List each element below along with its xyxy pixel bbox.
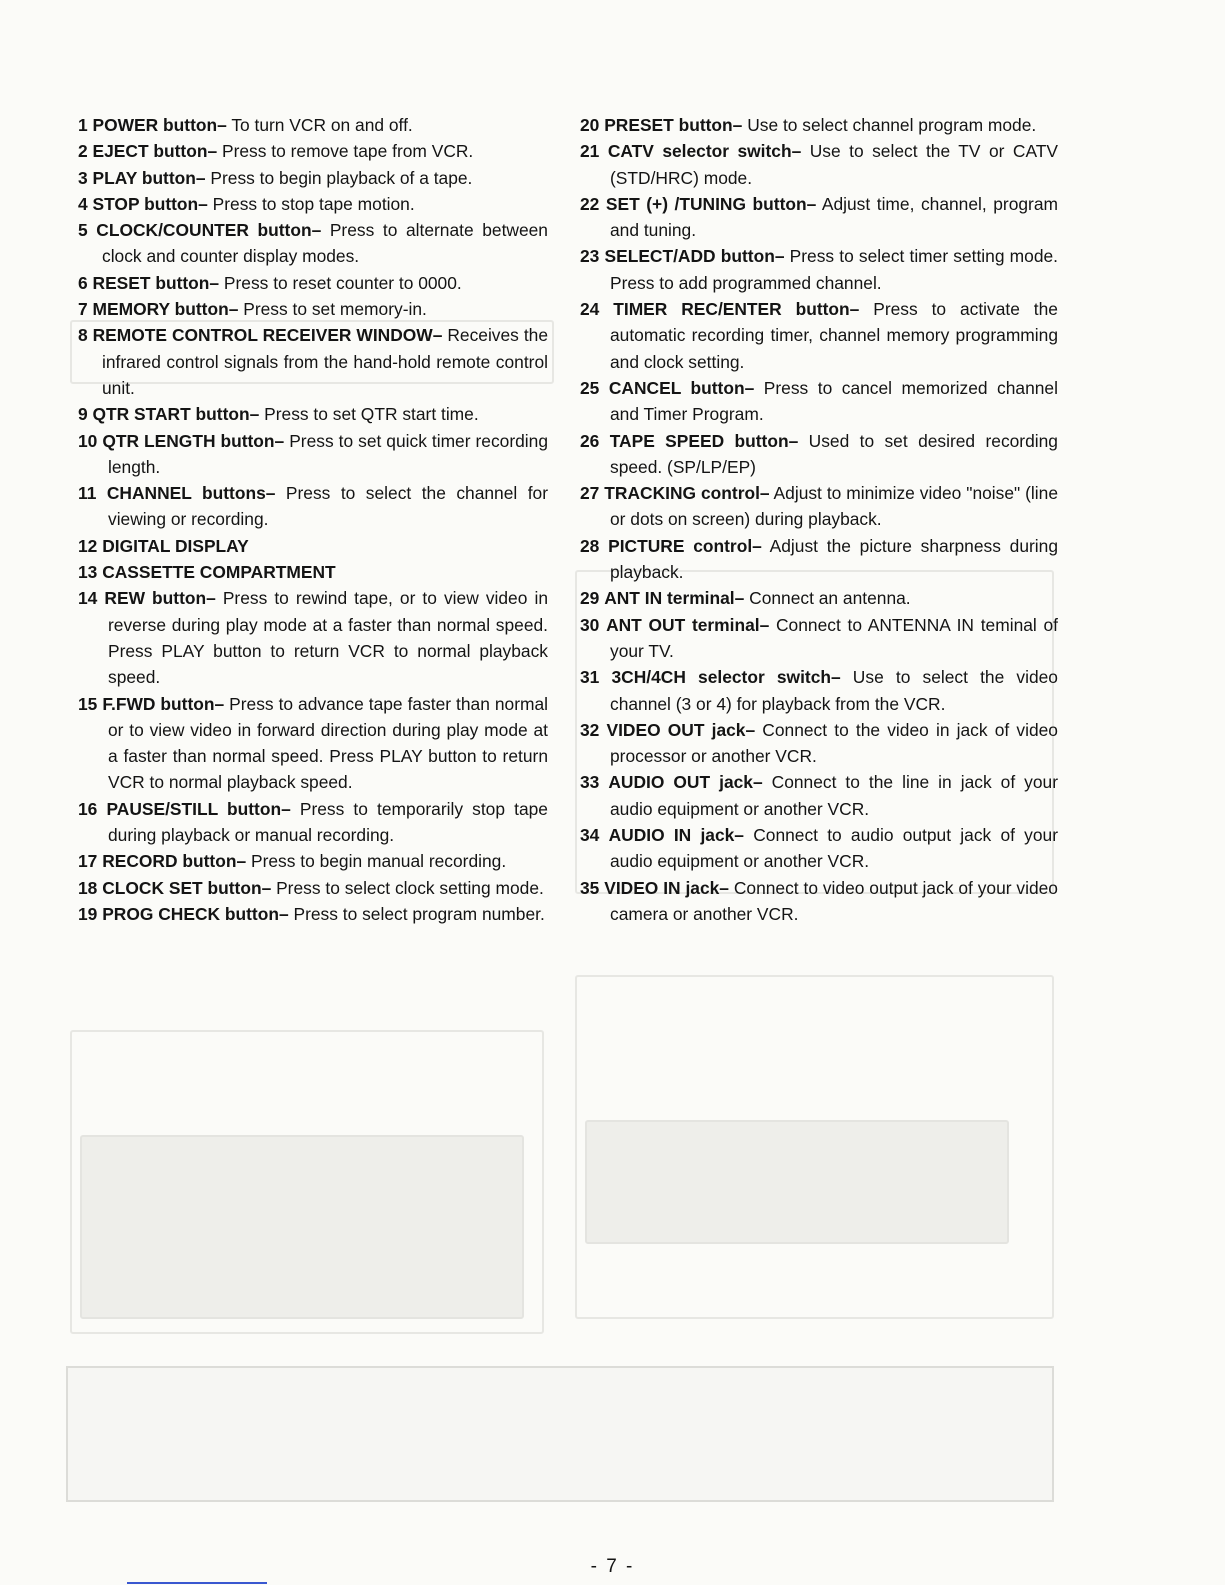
control-description: Connect to video output jack of your video camera or another VCR. [610, 877, 1058, 924]
control-description-item [78, 480, 548, 533]
control-name: AUDIO IN jack– [608, 825, 744, 846]
control-description-item [78, 322, 548, 401]
control-description: Press to select clock setting mode. [271, 877, 544, 898]
item-number: 20 [580, 115, 600, 135]
control-description-item [580, 375, 1058, 428]
control-description: Press to select the channel for viewing or recording. [108, 483, 549, 530]
item-number: 2 [78, 141, 88, 162]
control-name: STOP button– [92, 193, 208, 214]
item-number: 35 [580, 877, 600, 898]
control-name: SET (+) /TUNING button– [605, 193, 817, 214]
control-description: Press to select program number. [288, 903, 545, 924]
control-description: Press to remove tape from VCR. [217, 141, 474, 162]
control-description: Connect to ANTENNA IN teminal of your TV. [610, 614, 1058, 661]
item-number: 8 [78, 325, 88, 346]
control-name: POWER button– [92, 115, 227, 135]
control-description-item [580, 138, 1058, 191]
control-name: RECORD button– [102, 851, 247, 872]
item-number: 10 [78, 430, 98, 451]
item-number: 23 [580, 246, 600, 267]
control-name: CATV selector switch– [607, 141, 802, 162]
control-description: Use to select the video channel (3 or 4) for playback from the VCR. [610, 667, 1058, 714]
control-description-item [78, 401, 548, 427]
control-description: Receives the infrared control signals from the hand-hold remote control unit. [102, 325, 548, 398]
bleed-through-box-right-inner [585, 1120, 1009, 1244]
bleed-through-note-box [66, 1366, 1054, 1502]
control-description: Use to select the TV or CATV (STD/HRC) mode. [610, 141, 1058, 188]
item-number: 24 [580, 299, 600, 320]
control-name: ANT IN terminal– [604, 588, 745, 609]
control-description-item [78, 191, 548, 217]
item-number: 13 [78, 562, 98, 583]
item-number: 17 [78, 851, 98, 872]
control-name: TAPE SPEED button– [609, 430, 799, 451]
control-description-item [580, 822, 1058, 875]
item-number: 4 [78, 193, 88, 214]
control-name: REMOTE CONTROL RECEIVER WINDOW– [92, 325, 443, 346]
item-number: 27 [580, 483, 600, 504]
item-number: 22 [580, 193, 600, 214]
control-description-item [580, 875, 1058, 928]
control-name: MEMORY button– [92, 299, 239, 320]
control-description: Press to alternate between clock and counter display modes. [102, 220, 548, 267]
control-name: PROG CHECK button– [102, 903, 289, 924]
control-name: QTR LENGTH button– [102, 430, 285, 451]
control-description: Press to temporarily stop tape during playback or manual recording. [108, 798, 548, 846]
control-description: Adjust time, channel, program and tuning. [610, 193, 1058, 241]
control-description: Press to reset counter to 0000. [219, 272, 462, 293]
control-description-item [78, 138, 548, 164]
item-number: 1 [78, 115, 88, 135]
control-description: Connect to audio output jack of your audio equipment or another VCR. [610, 825, 1059, 872]
control-description: To turn VCR on and off. [226, 115, 413, 135]
control-description-item [78, 533, 548, 559]
control-name: QTR START button– [92, 404, 260, 425]
control-name: TRACKING control– [604, 483, 770, 504]
item-number: 33 [580, 772, 600, 793]
control-description-item [580, 585, 1058, 611]
control-description-item [78, 585, 548, 690]
control-name: AUDIO OUT jack– [608, 772, 763, 793]
control-description-item [78, 848, 548, 874]
control-description-item [580, 664, 1058, 717]
control-name: PICTURE control– [608, 535, 762, 556]
control-description: Connect to the line in jack of your audio equipment or another VCR. [610, 772, 1058, 819]
control-description: Adjust the picture sharpness during playback. [610, 535, 1058, 583]
bleed-through-box-left-inner [80, 1135, 524, 1319]
item-number: 15 [78, 693, 98, 714]
control-description: Adjust to minimize video "noise" (line or dots on screen) during playback. [610, 483, 1058, 530]
control-name: ANT OUT terminal– [606, 614, 770, 635]
control-name: TIMER REC/ENTER button– [613, 299, 860, 320]
item-number: 21 [580, 141, 600, 162]
control-description-item [78, 901, 548, 927]
item-number: 5 [78, 220, 88, 241]
control-name: CLOCK SET button– [102, 877, 272, 898]
control-description-item [78, 217, 548, 270]
control-name: EJECT button– [92, 141, 218, 162]
control-description-item [580, 533, 1058, 586]
item-number: 18 [78, 877, 98, 898]
item-number: 7 [78, 299, 88, 320]
control-description-item [78, 559, 548, 585]
control-description-item [78, 691, 548, 796]
control-description: Use to select channel program mode. [742, 115, 1037, 135]
control-description-item [580, 243, 1058, 296]
item-number: 29 [580, 588, 600, 609]
item-number: 11 [78, 483, 97, 504]
item-number: 19 [78, 903, 98, 924]
control-description-item [78, 296, 548, 322]
control-description: Press to select timer setting mode. Press to add programmed channel. [610, 246, 1058, 293]
control-name: REW button– [104, 588, 216, 609]
left-column [78, 112, 548, 927]
control-description-item [580, 112, 1058, 138]
control-description-item [78, 796, 548, 849]
item-number: 26 [580, 430, 600, 451]
item-number: 30 [580, 614, 600, 635]
control-description: Press to set QTR start time. [259, 404, 479, 425]
control-description: Press to begin playback of a tape. [205, 167, 473, 188]
control-description: Press to stop tape motion. [207, 193, 415, 214]
item-number: 14 [78, 588, 98, 609]
control-description-item [580, 769, 1058, 822]
control-description-item [78, 875, 548, 901]
bottom-underline-mark [127, 1582, 267, 1584]
page-number: - 7 - [590, 1556, 635, 1577]
item-number: 12 [78, 535, 98, 556]
control-description: Press to rewind tape, or to view video in reverse during play mode at a faster than normal speed. Press PLAY button to return VCR to normal playback speed. [108, 588, 548, 688]
item-number: 28 [580, 535, 600, 556]
control-description-item [580, 612, 1058, 665]
control-name: 3CH/4CH selector switch– [611, 667, 841, 688]
control-description-item [580, 717, 1058, 770]
item-number: 6 [78, 272, 88, 293]
control-name: VIDEO OUT jack– [606, 719, 756, 740]
control-name: F.FWD button– [102, 693, 225, 714]
control-description-item [580, 191, 1058, 244]
control-description-item [580, 480, 1058, 533]
control-name: CLOCK/COUNTER button– [96, 220, 322, 241]
control-description: Press to activate the automatic recording timer, channel memory programming and clock setting. [610, 299, 1058, 372]
control-description-item [78, 428, 548, 481]
item-number: 25 [580, 377, 600, 398]
item-number: 34 [580, 825, 600, 846]
control-name: CASSETTE COMPARTMENT [102, 562, 336, 583]
item-number: 31 [580, 667, 600, 688]
item-number: 3 [78, 167, 88, 188]
control-name: CHANNEL buttons– [106, 483, 276, 504]
control-description: Used to set desired recording speed. (SP/LP/EP) [610, 430, 1058, 477]
control-description: Press to cancel memorized channel and Timer Program. [610, 377, 1058, 425]
control-description: Press to begin manual recording. [246, 851, 507, 872]
right-column [580, 112, 1058, 927]
control-description: Connect to the video in jack of video processor or another VCR. [610, 719, 1058, 767]
control-name: PRESET button– [604, 115, 743, 135]
control-description-item [580, 428, 1058, 481]
control-name: VIDEO IN jack– [604, 877, 729, 898]
control-description: Press to advance tape faster than normal or to view video in forward direction during play mode at a faster than normal speed. Press PLAY button to return VCR to normal playback speed. [108, 693, 549, 793]
control-description-item [78, 112, 548, 138]
control-description: Press to set quick timer recording length. [108, 430, 548, 477]
control-description-item [78, 165, 548, 191]
control-name: DIGITAL DISPLAY [102, 535, 249, 556]
item-number: 32 [580, 719, 600, 740]
control-name: RESET button– [92, 272, 220, 293]
control-description: Press to set memory-in. [238, 299, 427, 320]
control-description-item [78, 270, 548, 296]
item-number: 16 [78, 798, 98, 819]
control-name: PAUSE/STILL button– [106, 798, 291, 819]
control-name: PLAY button– [92, 167, 206, 188]
control-description: Connect an antenna. [744, 588, 911, 609]
control-name: CANCEL button– [608, 377, 755, 398]
control-name: SELECT/ADD button– [604, 246, 785, 267]
item-number: 9 [78, 404, 88, 425]
control-description-item [580, 296, 1058, 375]
